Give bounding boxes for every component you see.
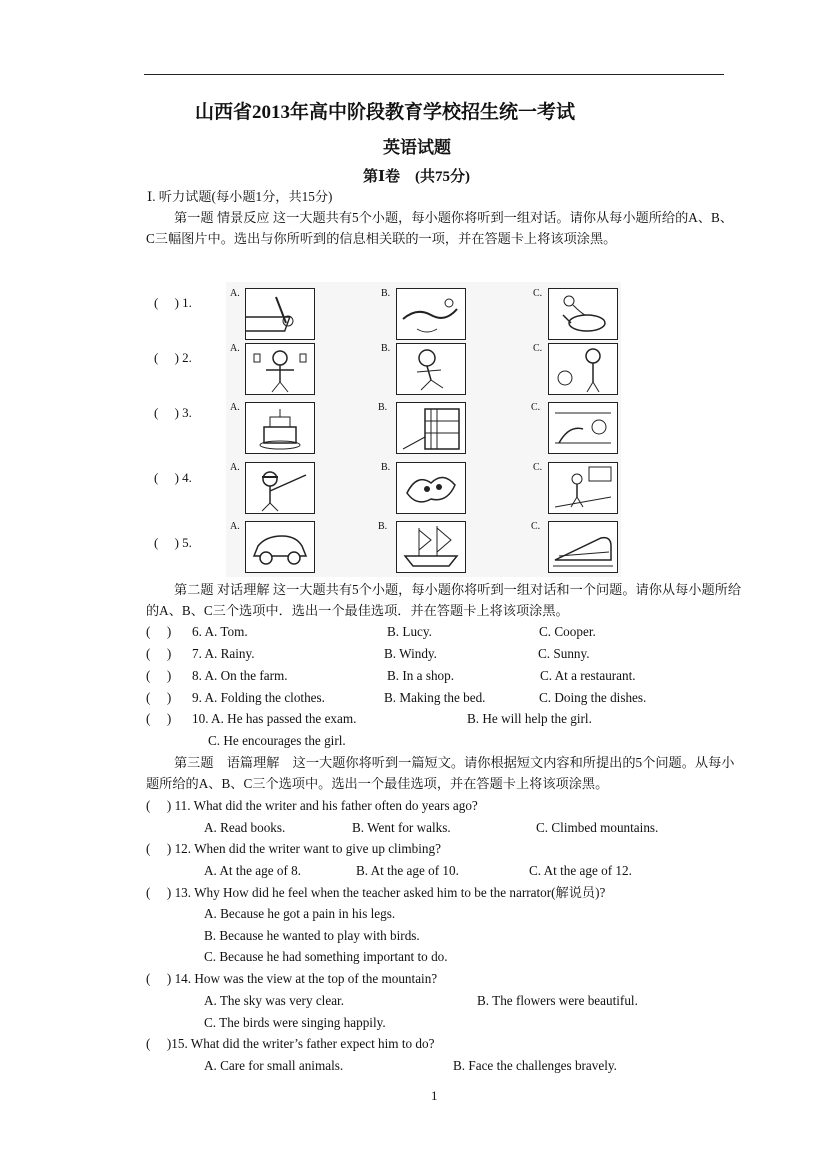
- option-c: C. Because he had something important to do.: [204, 949, 448, 964]
- option-c: C. At a restaurant.: [540, 668, 636, 683]
- option-label: B.: [378, 521, 388, 532]
- option-c: C. Sunny.: [538, 646, 590, 661]
- picture-option[interactable]: [548, 288, 618, 340]
- question-stem: ( ) 11. What did the writer and his father often do years ago?: [146, 798, 478, 813]
- option-label: B.: [381, 462, 391, 473]
- option-label: A.: [230, 521, 240, 532]
- car-icon: [246, 522, 314, 572]
- picture-option[interactable]: [396, 343, 466, 395]
- question-stem: ( ) 13. Why How did he feel when the teacher asked him to be the narrator(解说员)?: [146, 885, 606, 900]
- option-b: B. Face the challenges bravely.: [453, 1058, 617, 1073]
- option-a: A. At the age of 8.: [204, 863, 302, 878]
- option-b: B. In a shop.: [387, 668, 455, 683]
- picture-option[interactable]: [396, 288, 466, 340]
- option-a: 6. A. Tom.: [192, 624, 248, 639]
- part2-intro: 第二题 对话理解 这一大题共有5个小题，每小题你将听到一组对话和一个问题。请你从每小题所给的A、B、C三个选项中．选出一个最佳选项．并在答题卡上将该项涂黑。: [146, 582, 742, 618]
- picture-option[interactable]: [245, 521, 315, 573]
- option-c: C. Climbed mountains.: [536, 820, 659, 835]
- picture-option[interactable]: [548, 462, 618, 514]
- dancing-kid-icon: [549, 344, 617, 394]
- picture-option[interactable]: [245, 462, 315, 514]
- option-a: 7. A. Rainy.: [192, 646, 255, 661]
- option-label: A.: [230, 462, 240, 473]
- option-b: B. Went for walks.: [352, 820, 451, 835]
- option-a: A. Read books.: [204, 820, 286, 835]
- option-b: B. Making the bed.: [384, 690, 486, 705]
- option-b: B. Windy.: [384, 646, 437, 661]
- answer-paren[interactable]: ( ): [146, 690, 172, 705]
- firefighter-icon: [246, 463, 314, 513]
- option-c: C. He encourages the girl.: [208, 733, 346, 748]
- picture-option[interactable]: [548, 521, 618, 573]
- teapot-icon: [549, 289, 617, 339]
- option-c: C. Cooper.: [539, 624, 596, 639]
- option-a: 9. A. Folding the clothes.: [192, 690, 325, 705]
- question-number: ( ) 5.: [154, 535, 192, 550]
- option-b: B. At the age of 10.: [356, 863, 459, 878]
- juggling-kid-icon: [246, 344, 314, 394]
- answer-paren[interactable]: ( ): [146, 668, 172, 683]
- option-a: A. Care for small animals.: [204, 1058, 344, 1073]
- question-stem: ( )15. What did the writer’s father expect him to do?: [146, 1036, 435, 1051]
- picture-option[interactable]: [396, 521, 466, 573]
- option-b: B. Because he wanted to play with birds.: [204, 928, 420, 943]
- answer-paren[interactable]: ( ): [146, 624, 172, 639]
- swimming-icon: [397, 289, 465, 339]
- option-label: A.: [230, 343, 240, 354]
- option-c: C. The birds were singing happily.: [204, 1015, 386, 1030]
- question-stem: ( ) 12. When did the writer want to give up climbing?: [146, 841, 441, 856]
- top-rule: [144, 74, 724, 75]
- option-label: C.: [533, 288, 543, 299]
- question-number: ( ) 4.: [154, 470, 192, 485]
- option-a: A. Because he got a pain in his legs.: [204, 906, 396, 921]
- pollution-icon: [397, 463, 465, 513]
- picture-option[interactable]: [396, 402, 466, 454]
- exam-subtitle: 英语试题: [383, 138, 451, 157]
- walking-street-icon: [549, 463, 617, 513]
- part1-intro: 第一题 情景反应 这一大题共有5个小题，每小题你将听到一组对话。请你从每小题所给的A、B、C三幅图片中。选出与你所听到的信息相关联的一项，并在答题卡上将该项涂黑。: [146, 210, 734, 246]
- picture-option[interactable]: [396, 462, 466, 514]
- picture-option[interactable]: [548, 343, 618, 395]
- writing-hand-icon: [246, 289, 314, 339]
- option-label: B.: [378, 402, 388, 413]
- picture-option[interactable]: [245, 402, 315, 454]
- section-heading: Ⅰ. 听力试题(每小题1分，共15分): [147, 189, 333, 204]
- question-number: ( ) 2.: [154, 350, 192, 365]
- volume-heading: 第Ⅰ卷 (共75分): [363, 169, 471, 185]
- train-icon: [549, 522, 617, 572]
- option-a: A. The sky was very clear.: [204, 993, 345, 1008]
- playground-icon: [549, 403, 617, 453]
- page-number: 1: [431, 1088, 438, 1103]
- exam-title: 山西省2013年高中阶段教育学校招生统一考试: [195, 102, 576, 123]
- ship-icon: [397, 522, 465, 572]
- picture-option[interactable]: [245, 343, 315, 395]
- option-b: B. The flowers were beautiful.: [477, 993, 638, 1008]
- answer-paren[interactable]: ( ): [146, 646, 172, 661]
- option-label: B.: [381, 288, 391, 299]
- option-label: C.: [531, 521, 541, 532]
- option-a: 10. A. He has passed the exam.: [192, 711, 357, 726]
- option-c: C. Doing the dishes.: [539, 690, 647, 705]
- option-label: A.: [230, 402, 240, 413]
- running-kid-icon: [397, 344, 465, 394]
- picture-option[interactable]: [245, 288, 315, 340]
- question-stem: ( ) 14. How was the view at the top of the mountain?: [146, 971, 438, 986]
- option-label: A.: [230, 288, 240, 299]
- option-label: C.: [531, 402, 541, 413]
- part3-intro: 第三题 语篇理解 这一大题你将听到一篇短文。请你根据短文内容和所提出的5个问题。从每小题所给的A、B、C三个选项中。选出一个最佳选项，并在答题卡上将该项涂黑。: [146, 755, 735, 791]
- bookshelf-icon: [397, 403, 465, 453]
- birthday-cake-icon: [246, 403, 314, 453]
- option-a: 8. A. On the farm.: [192, 668, 288, 683]
- option-label: C.: [533, 343, 543, 354]
- question-number: ( ) 3.: [154, 405, 192, 420]
- answer-paren[interactable]: ( ): [146, 711, 172, 726]
- option-b: B. Lucy.: [387, 624, 432, 639]
- option-label: B.: [381, 343, 391, 354]
- picture-option[interactable]: [548, 402, 618, 454]
- option-c: C. At the age of 12.: [529, 863, 632, 878]
- option-b: B. He will help the girl.: [467, 711, 592, 726]
- option-label: C.: [533, 462, 543, 473]
- question-number: ( ) 1.: [154, 295, 192, 310]
